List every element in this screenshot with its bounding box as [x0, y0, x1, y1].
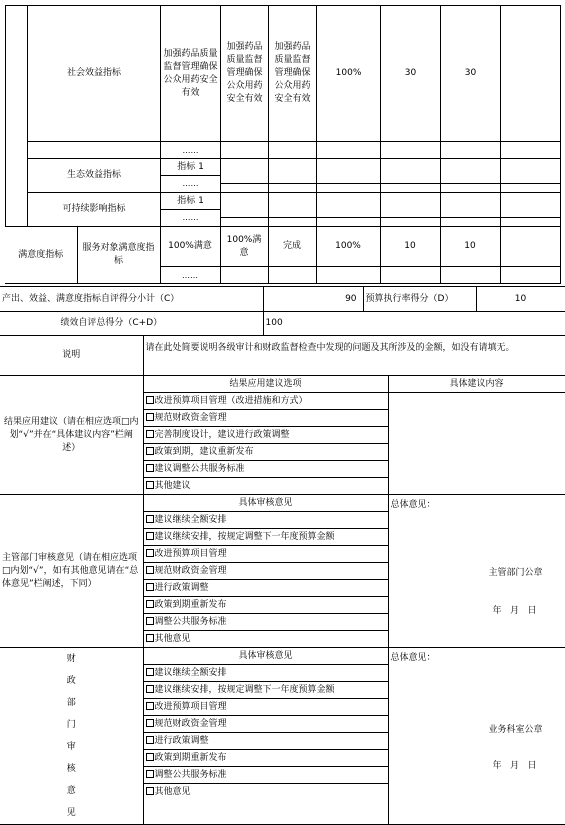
social-target: 加强药品质量监督管理确保公众用药安全有效 — [221, 6, 269, 142]
satisfaction-weight: 10 — [380, 227, 440, 267]
finance-option-label: 调整公共服务标准 — [154, 770, 227, 780]
satisfaction-dots: …… — [160, 267, 220, 284]
result-option-label: 政策到期，建议重新发布 — [154, 447, 254, 457]
result-detail-header: 具体建议内容 — [389, 376, 565, 393]
dept-option[interactable] — [144, 614, 388, 631]
blank-cell — [6, 6, 28, 227]
checkbox-icon[interactable] — [146, 702, 154, 710]
dept-seal: 主管部门公章 — [488, 568, 543, 578]
subtotal-label: 产出、效益、满意度指标自评得分小计（C） — [0, 287, 263, 312]
satisfaction-indicator: 100%满意 — [160, 227, 220, 267]
satisfaction-target: 100%满意 — [220, 227, 268, 267]
checkbox-icon[interactable] — [146, 787, 154, 795]
dept-option-label: 规范财政资金管理 — [154, 566, 227, 576]
total-value: 100 — [263, 312, 565, 336]
empty-cell — [28, 142, 161, 159]
sustain-item: 指标 1 — [161, 193, 220, 210]
finance-label: 财政部门审核意见 — [66, 654, 76, 818]
result-option[interactable] — [144, 444, 388, 461]
finance-option[interactable] — [144, 699, 388, 716]
checkbox-icon[interactable] — [146, 515, 154, 523]
total-label: 绩效自评总得分（C+D） — [0, 312, 263, 336]
dept-option[interactable] — [144, 563, 388, 580]
finance-option[interactable] — [144, 716, 388, 733]
finance-option[interactable] — [144, 767, 388, 784]
checkbox-icon[interactable] — [146, 549, 154, 557]
result-option-label: 改进预算项目管理（改进措施和方式） — [154, 396, 308, 406]
empty-cell — [500, 227, 560, 267]
result-option-label: 建议调整公共服务标准 — [154, 464, 245, 474]
checkbox-icon[interactable] — [146, 736, 154, 744]
finance-overall-label: 总体意见： — [390, 653, 436, 663]
finance-date: 年 月 日 — [492, 761, 537, 771]
social-score: 30 — [441, 6, 501, 142]
checkbox-icon[interactable] — [146, 617, 154, 625]
dept-option-label: 建议继续全额安排 — [154, 515, 227, 525]
budget-value: 10 — [514, 294, 527, 304]
dept-option[interactable] — [144, 597, 388, 614]
dept-option-label: 进行政策调整 — [154, 583, 209, 593]
explain-text: 请在此处简要说明各级审计和财政监督检查中发现的问题及其所涉及的金额，如没有请填无。 — [143, 336, 565, 376]
dept-option-label: 其他意见 — [154, 634, 191, 644]
finance-header: 具体审核意见 — [144, 648, 388, 665]
social-rate: 100% — [317, 6, 381, 142]
checkbox-icon[interactable] — [146, 430, 154, 438]
dept-option-label: 调整公共服务标准 — [154, 617, 227, 627]
finance-option-label: 其他意见 — [154, 787, 191, 797]
checkbox-icon[interactable] — [146, 447, 154, 455]
dept-header: 具体审核意见 — [144, 495, 388, 512]
checkbox-icon[interactable] — [146, 583, 154, 591]
dept-option[interactable] — [144, 529, 388, 546]
ecology-item: 指标 1 — [161, 159, 220, 176]
social-category: 社会效益指标 — [28, 6, 161, 142]
checkbox-icon[interactable] — [146, 481, 154, 489]
finance-option-label: 建议继续全额安排 — [154, 668, 227, 678]
dept-date: 年 月 日 — [492, 606, 537, 616]
checkbox-icon[interactable] — [146, 668, 154, 676]
checkbox-icon[interactable] — [146, 719, 154, 727]
checkbox-icon[interactable] — [146, 770, 154, 778]
finance-option-label: 建议继续安排，按规定调整下一年度预算金额 — [154, 685, 335, 695]
sustain-category: 可持续影响指标 — [28, 193, 161, 227]
indicator-table — [5, 5, 561, 227]
finance-option-label: 规范财政资金管理 — [154, 719, 227, 729]
finance-option[interactable] — [144, 665, 388, 682]
result-option-label: 完善制度设计，建议进行政策调整 — [154, 430, 290, 440]
ecology-dots: …… — [182, 179, 199, 188]
finance-option-label: 政策到期重新发布 — [154, 753, 227, 763]
satisfaction-rate: 100% — [316, 227, 380, 267]
checkbox-icon[interactable] — [146, 753, 154, 761]
result-option[interactable] — [144, 461, 388, 478]
social-dots: …… — [161, 142, 221, 159]
subtotal-value: 90 — [263, 287, 363, 312]
summary-table — [0, 286, 565, 825]
sustain-dots: …… — [182, 213, 199, 222]
result-header: 结果应用建议选项 — [144, 376, 388, 393]
finance-option[interactable] — [144, 682, 388, 699]
checkbox-icon[interactable] — [146, 566, 154, 574]
checkbox-icon[interactable] — [146, 600, 154, 608]
checkbox-icon[interactable] — [146, 396, 154, 404]
satisfaction-score: 10 — [440, 227, 500, 267]
finance-option-label: 改进预算项目管理 — [154, 702, 227, 712]
finance-seal: 业务科室公章 — [488, 725, 543, 735]
dept-label: 主管部门审核意见（请在相应选项□内划“√”，如有其他意见请在“总体意见”栏阐述，下同） — [0, 495, 143, 648]
satisfaction-table — [5, 226, 561, 284]
social-actual: 加强药品质量监督管理确保公众用药安全有效 — [269, 6, 317, 142]
dept-option-label: 政策到期重新发布 — [154, 600, 227, 610]
finance-option-label: 进行政策调整 — [154, 736, 209, 746]
checkbox-icon[interactable] — [146, 532, 154, 540]
dept-option-label: 改进预算项目管理 — [154, 549, 227, 559]
result-option[interactable] — [144, 393, 388, 410]
result-option-label: 规范财政资金管理 — [154, 413, 227, 423]
social-weight: 30 — [381, 6, 441, 142]
checkbox-icon[interactable] — [146, 464, 154, 472]
dept-overall-label: 总体意见： — [390, 500, 436, 510]
dept-option[interactable] — [144, 631, 388, 647]
result-option-label: 其他建议 — [154, 481, 191, 491]
satisfaction-group: 满意度指标 — [5, 227, 77, 284]
dept-option-label: 建议继续安排，按规定调整下一年度预算金额 — [154, 532, 335, 542]
satisfaction-category: 服务对象满意度指标 — [77, 227, 160, 284]
result-option[interactable] — [144, 478, 388, 494]
finance-option[interactable] — [144, 784, 388, 800]
checkbox-icon[interactable] — [146, 685, 154, 693]
ecology-category: 生态效益指标 — [28, 159, 161, 193]
budget-label: 预算执行率得分（D） — [364, 287, 477, 311]
dept-option[interactable] — [144, 512, 388, 529]
social-indicator: 加强药品质量监督管理确保公众用药安全有效 — [161, 6, 221, 142]
dept-option[interactable] — [144, 546, 388, 563]
finance-option[interactable] — [144, 733, 388, 750]
checkbox-icon[interactable] — [146, 413, 154, 421]
result-option[interactable] — [144, 410, 388, 427]
checkbox-icon[interactable] — [146, 634, 154, 642]
dept-option[interactable] — [144, 580, 388, 597]
satisfaction-actual: 完成 — [268, 227, 316, 267]
explain-label: 说明 — [0, 336, 143, 376]
finance-option[interactable] — [144, 750, 388, 767]
empty-cell — [501, 6, 561, 142]
result-option[interactable] — [144, 427, 388, 444]
result-label: 结果应用建议（请在相应选项□内划“√”并在“具体建议内容”栏阐述） — [0, 376, 143, 495]
